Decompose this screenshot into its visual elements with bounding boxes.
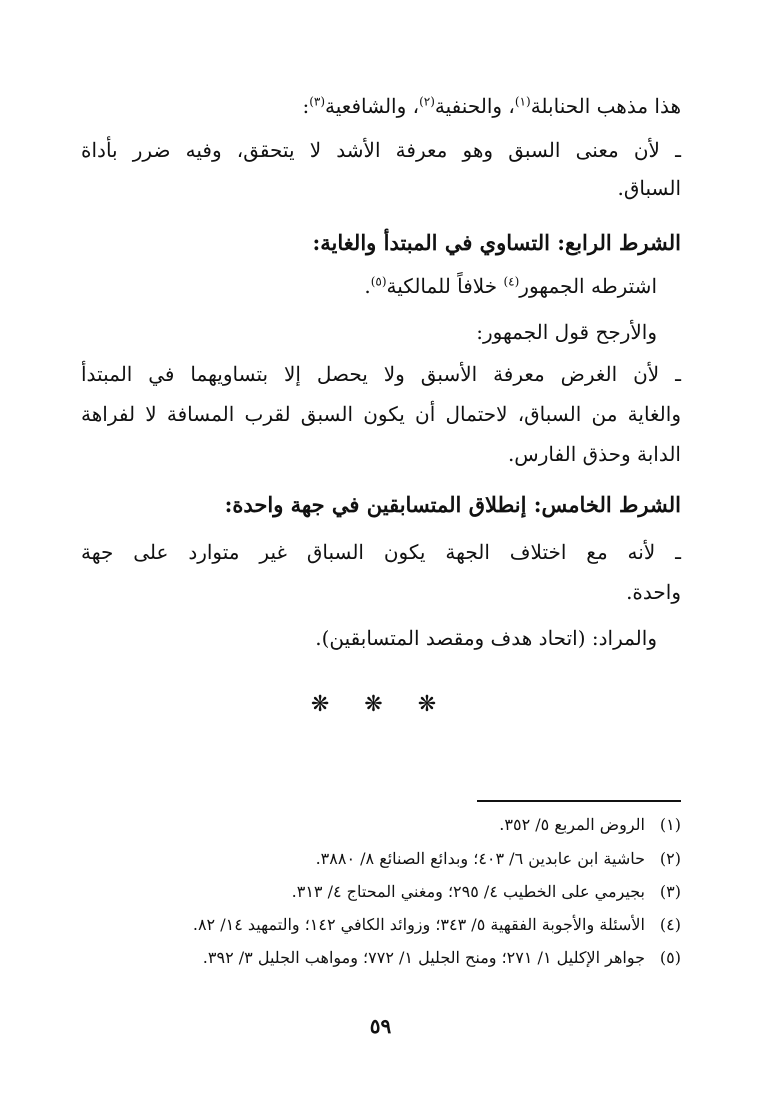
text-fragment: خلافاً للمالكية bbox=[386, 274, 504, 298]
footnote-number: (٥) bbox=[659, 948, 681, 967]
section-heading-condition-5: الشرط الخامس: إنطلاق المتسابقين في جهة واحدة: bbox=[224, 492, 681, 517]
footnote-number: (١) bbox=[659, 815, 681, 834]
footnote-ref-3[interactable]: (٣) bbox=[309, 94, 326, 109]
text-fragment: هذا مذهب الحنابلة bbox=[530, 94, 681, 118]
text-fragment: : bbox=[302, 94, 310, 118]
footnote-text: الأسئلة والأجوبة الفقهية ٥/ ٣٤٣؛ وزوائد الكافي ١٤٢؛ والتمهيد ١٤/ ٨٢. bbox=[192, 915, 645, 934]
footnote-3 bbox=[61, 884, 681, 900]
text-fragment: اشترطه الجمهور bbox=[519, 274, 657, 298]
text-fragment: . bbox=[364, 274, 371, 298]
footnote-number: (٤) bbox=[659, 915, 681, 934]
footnote-number: (٢) bbox=[659, 849, 681, 868]
paragraph-line-10: ـ لأنه مع اختلاف الجهة يكون السباق غير متوارد على جهة bbox=[81, 540, 681, 564]
text-fragment: ، والحنفية bbox=[434, 94, 515, 118]
footnote-1 bbox=[61, 817, 681, 833]
paragraph-line-7: ـ لأن الغرض معرفة الأسبق ولا يحصل إلا بتساويهما في المبتدأ bbox=[81, 362, 681, 386]
paragraph-line-2: ـ لأن معنى السبق وهو معرفة الأشد لا يتحقق، وفيه ضرر بأداة bbox=[81, 138, 681, 162]
page-number: ٥٩ bbox=[369, 1014, 392, 1038]
footnote-4 bbox=[61, 917, 681, 933]
paragraph-line-12: والمراد: (اتحاد هدف ومقصد المتسابقين). bbox=[315, 626, 657, 650]
paragraph-line-3: السباق. bbox=[617, 176, 681, 200]
paragraph-line-6: والأرجح قول الجمهور: bbox=[476, 320, 657, 344]
paragraph-line-1 bbox=[81, 96, 681, 116]
footnote-ref-4[interactable]: (٤) bbox=[503, 274, 520, 289]
footnote-text: جواهر الإكليل ١/ ٢٧١؛ ومنح الجليل ١/ ٧٧٢؛ ومواهب الجليل ٣/ ٣٩٢. bbox=[202, 948, 645, 967]
footnote-number: (٣) bbox=[659, 882, 681, 901]
paragraph-line-9: الدابة وحذق الفارس. bbox=[507, 442, 681, 466]
footnote-text: حاشية ابن عابدين ٦/ ٤٠٣؛ وبدائع الصنائع ٨/ ٣٨٨٠. bbox=[315, 849, 645, 868]
footnote-ref-1[interactable]: (١) bbox=[514, 94, 531, 109]
paragraph-line-5 bbox=[81, 276, 657, 296]
footnote-ref-5[interactable]: (٥) bbox=[370, 274, 387, 289]
section-heading-condition-4: الشرط الرابع: التساوي في المبتدأ والغاية: bbox=[312, 230, 681, 255]
footnote-text: الروض المربع ٥/ ٣٥٢. bbox=[499, 815, 645, 834]
footnote-5 bbox=[61, 950, 681, 966]
paragraph-line-11: واحدة. bbox=[626, 580, 681, 604]
text-fragment: ، والشافعية bbox=[325, 94, 420, 118]
paragraph-line-8: والغاية من السباق، لاحتمال أن يكون السبق لقرب المسافة لا لفراهة bbox=[81, 402, 681, 426]
footnote-separator bbox=[477, 800, 681, 802]
footnote-text: بجيرمي على الخطيب ٤/ ٢٩٥؛ ومغني المحتاج ٤/ ٣١٣. bbox=[291, 882, 645, 901]
footnote-2 bbox=[61, 851, 681, 867]
section-divider-stars: ❋ ❋ ❋ bbox=[310, 692, 451, 717]
footnote-ref-2[interactable]: (٢) bbox=[419, 94, 435, 109]
